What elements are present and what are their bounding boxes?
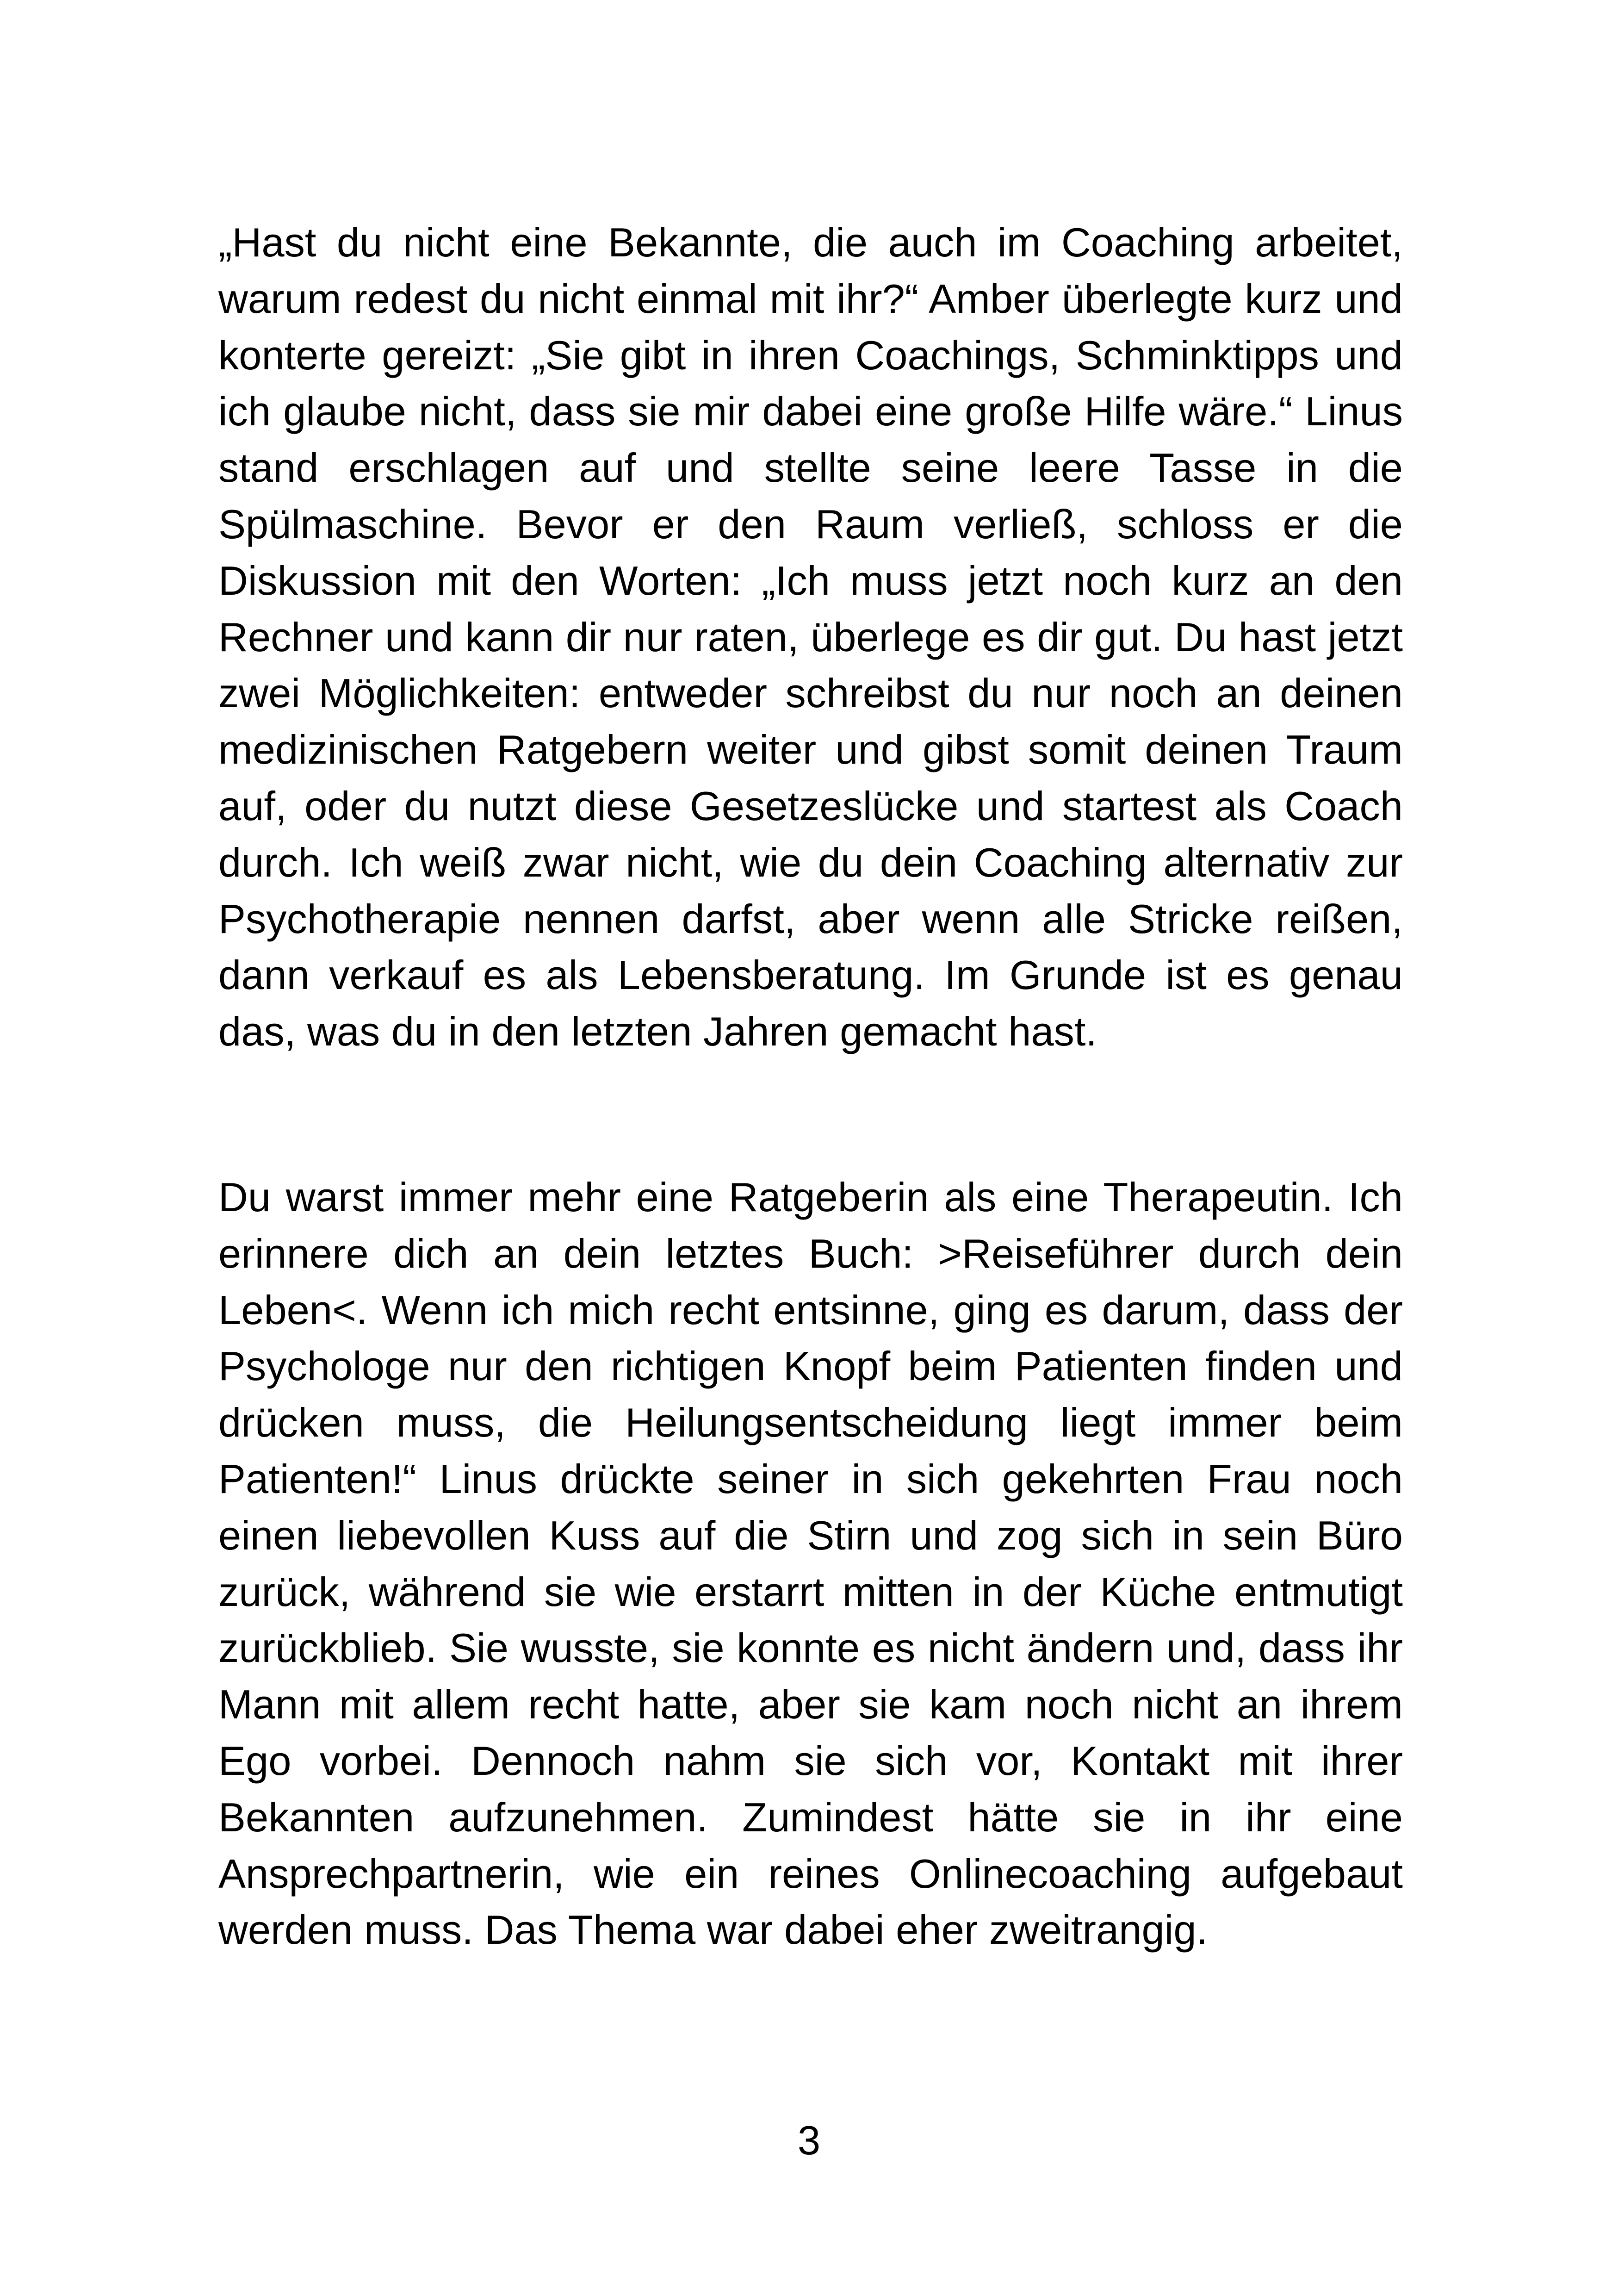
body-paragraph-2: Du warst immer mehr eine Ratgeberin als eine Therapeutin. Ich erinnere dich an dein letztes Buch: >Reiseführer durch dein Leben<. Wenn ich mich recht entsinne, ging es darum, dass der Psychologe nur den richtigen Knopf beim Patienten finden und drücken muss, die Heilungsentscheidung liegt immer beim Patienten!“ Linus drückte seiner in sich gekehrten Frau noch einen liebevollen Kuss auf die Stirn und zog sich in sein Büro zurück, während sie wie erstarrt mitten in der Küche entmutigt zurückblieb. Sie wusste, sie konnte es nicht ändern und, dass ihr Mann mit allem recht hatte, aber sie kam noch nicht an ihrem Ego vorbei. Dennoch nahm sie sich vor, Kontakt mit ihrer Bekannten aufzunehmen. Zumindest hätte sie in ihr eine Ansprechpartnerin, wie ein reines Onlinecoaching aufgebaut werden muss. Das Thema war dabei eher zweitrangig. — [218, 1174, 1403, 1953]
body-paragraph-1: „Hast du nicht eine Bekannte, die auch im Coaching arbeitet, warum redest du nicht einmal mit ihr?“ Amber überlegte kurz und konterte gereizt: „Sie gibt in ihren Coachings, Schminktipps und ich glaube nicht, dass sie mir dabei eine große Hilfe wäre.“ Linus stand erschlagen auf und stellte seine leere Tasse in die Spülmaschine. Bevor er den Raum verließ, schloss er die Diskussion mit den Worten: „Ich muss jetzt noch kurz an den Rechner und kann dir nur raten, überlege es dir gut. Du hast jetzt zwei Möglichkeiten: entweder schreibst du nur noch an deinen medizinischen Ratgebern weiter und gibst somit deinen Traum auf, oder du nutzt diese Gesetzeslücke und startest als Coach durch. Ich weiß zwar nicht, wie du dein Coaching alternativ zur Psychotherapie nennen darfst, aber wenn alle Stricke reißen, dann verkauf es als Lebensberatung. Im Grunde ist es genau das, was du in den letzten Jahren gemacht hast. — [218, 219, 1403, 1055]
page-number: 3 — [797, 2117, 821, 2163]
